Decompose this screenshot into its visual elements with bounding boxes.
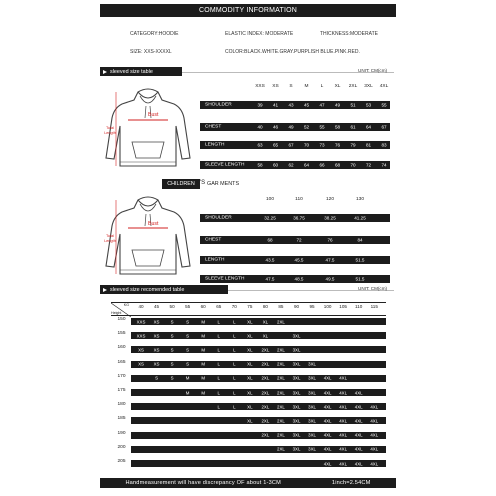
recommend-cell: XS <box>138 361 144 367</box>
recommend-cell: 4XL <box>354 404 363 410</box>
recommend-cell: L <box>217 333 220 339</box>
height-label: 170 <box>117 373 126 379</box>
recommend-row <box>131 389 386 396</box>
size-row-label: CHEST <box>205 237 222 243</box>
recommend-cell: 2XL <box>277 319 285 324</box>
recommend-cell: 4XL <box>370 432 379 438</box>
size-cell: 68 <box>334 162 341 168</box>
recommend-row <box>131 332 386 339</box>
recommend-cell: XS <box>153 319 160 324</box>
size-cell: 64 <box>303 162 310 168</box>
recommend-cell: 4XL <box>339 375 348 381</box>
recommend-cell: 2XL <box>261 432 270 438</box>
size-cell: 47 <box>319 102 325 108</box>
recommend-cell: L <box>217 390 220 395</box>
recommend-cell: 3XL <box>292 375 301 381</box>
recommend-cell: M <box>201 361 206 367</box>
recommend-cell: 2XL <box>261 418 270 424</box>
recommend-cell: L <box>217 375 220 381</box>
recommend-row <box>131 403 386 410</box>
size-cell: 67 <box>288 142 294 148</box>
size-header-cell: 100 <box>265 197 275 202</box>
weight-header-cell: 55 <box>185 304 191 309</box>
recommend-cell: 3XL <box>292 404 301 410</box>
recommend-cell: 4XL <box>339 418 348 424</box>
recommend-cell: 3XL <box>308 361 316 367</box>
recommend-cell: XS <box>153 361 160 367</box>
size-cell: 58 <box>257 162 263 168</box>
recommend-cell: S <box>170 333 174 339</box>
height-label: 150 <box>117 317 126 322</box>
size-cell: 83 <box>381 142 387 148</box>
recommend-cell: L <box>233 375 236 381</box>
weight-header-cell: 95 <box>309 304 315 309</box>
recommend-cell: L <box>217 347 220 353</box>
corner-height-label: Height <box>111 311 122 315</box>
recommend-cell: L <box>233 347 236 353</box>
size-cell: 60 <box>272 162 279 168</box>
category-label: CATEGORY:HOODIE <box>130 31 179 37</box>
recommend-cell: 3XL <box>292 347 301 353</box>
elastic-index-label: ELASTIC INDEX: MODERATE <box>225 31 294 37</box>
size-cell: 72 <box>296 237 302 243</box>
height-label: 205 <box>117 459 126 464</box>
weight-header-cell: 50 <box>169 304 175 309</box>
size-cell: 36.75 <box>293 215 305 221</box>
recommend-cell: 3XL <box>292 418 301 424</box>
size-row-label: CHEST <box>205 124 222 130</box>
height-label: 155 <box>117 331 126 337</box>
size-cell: 43 <box>288 102 294 108</box>
weight-header-cell: 85 <box>278 304 284 309</box>
recommend-cell: XS <box>153 333 160 339</box>
recommend-cell: XL <box>247 390 253 395</box>
recommend-cell: 4XL <box>354 390 363 395</box>
height-label: 165 <box>117 359 126 365</box>
recommend-cell: S <box>170 361 174 367</box>
size-row-label: SLEEVE LENGTH <box>205 162 245 168</box>
recommend-cell: XXS <box>136 319 146 324</box>
recommend-cell: 4XL <box>323 461 332 466</box>
size-cell: 38.25 <box>324 215 336 221</box>
recommend-cell: S <box>170 347 174 353</box>
recommend-cell: M <box>185 390 190 395</box>
size-row-label: LENGTH <box>205 142 225 148</box>
weight-header-cell: 45 <box>153 304 160 309</box>
recommend-cell: 4XL <box>370 446 379 452</box>
size-cell: 39 <box>257 102 263 108</box>
recommend-cell: 4XL <box>339 461 348 466</box>
recommend-cell: S <box>170 375 174 381</box>
size-row-label: SLEEVE LENGTH <box>205 276 245 282</box>
recommend-cell: 3XL <box>292 432 301 438</box>
size-cell: 52 <box>303 124 310 130</box>
size-cell: 76 <box>334 142 341 148</box>
size-cell: 32.25 <box>264 215 276 221</box>
recommend-cell: 3XL <box>292 361 301 367</box>
size-cell: 40 <box>257 124 263 130</box>
height-label: 190 <box>117 430 126 436</box>
recommend-cell: 4XL <box>323 375 332 381</box>
recommend-cell: 2XL <box>277 347 285 353</box>
recommend-cell: M <box>201 319 206 324</box>
size-cell: 70 <box>350 162 356 168</box>
recommend-cell: XL <box>247 404 253 410</box>
recommend-cell: 2XL <box>261 375 270 381</box>
size-header-cell: M <box>304 84 309 89</box>
recommend-cell: L <box>217 404 220 410</box>
recommend-cell: XL <box>247 333 253 339</box>
size-cell: 81 <box>365 142 372 148</box>
recommend-row <box>131 346 386 353</box>
size-cell: 48.5 <box>294 276 304 282</box>
recommend-cell: XL <box>247 418 253 424</box>
size-cell: 51 <box>350 102 356 108</box>
recommend-cell: S <box>186 319 190 324</box>
recommend-cell: 4XL <box>323 404 332 410</box>
recommend-cell: 2XL <box>277 446 285 452</box>
size-cell: 55 <box>381 102 387 108</box>
recommend-row <box>131 318 386 325</box>
size-cell: 68 <box>267 237 273 243</box>
size-header-cell: 2XL <box>348 84 358 89</box>
recommend-cell: L <box>233 404 236 410</box>
footer-conversion-note: 1inch=2.54CM <box>331 480 371 486</box>
recommend-cell: 3XL <box>308 375 316 381</box>
recommend-cell: M <box>201 375 206 381</box>
height-label: 185 <box>117 416 126 422</box>
size-header-cell: 3XL <box>364 84 373 89</box>
size-header-cell: 120 <box>325 197 335 202</box>
recommend-cell: 4XL <box>323 390 332 395</box>
thickness-label: THICKNESS:MODERATE <box>320 31 378 37</box>
recommend-cell: 3XL <box>308 432 316 438</box>
recommend-cell: 4XL <box>323 432 332 438</box>
size-header-cell: XXS <box>255 84 265 89</box>
weight-header-cell: 115 <box>370 304 378 309</box>
recommend-cell: 4XL <box>339 404 348 410</box>
size-cell: 49 <box>334 102 341 108</box>
size-cell: 65 <box>272 142 279 148</box>
total-length-label: Total Length <box>104 126 116 135</box>
recommend-cell: 2XL <box>261 361 270 367</box>
recommend-cell: 2XL <box>277 390 285 395</box>
weight-header-cell: 105 <box>339 304 347 309</box>
recommend-cell: 4XL <box>339 432 348 438</box>
weight-header-cell: 60 <box>200 304 206 309</box>
children-title-mark: 'S <box>200 180 206 186</box>
size-cell: 43.5 <box>265 257 275 263</box>
size-row-label: SHOULDER <box>205 215 232 221</box>
size-header-cell: S <box>289 84 293 89</box>
recommend-cell: 4XL <box>339 390 348 395</box>
recommend-cell: 2XL <box>261 347 270 353</box>
recommend-cell: XL <box>247 375 253 381</box>
size-cell: 55 <box>319 124 325 130</box>
weight-header-cell: 40 <box>138 304 144 309</box>
size-cell: 41.25 <box>354 215 366 221</box>
recommend-row <box>131 361 386 368</box>
size-header-cell: 110 <box>295 197 303 202</box>
recommend-cell: M <box>201 347 206 353</box>
recommend-row <box>131 375 386 382</box>
size-cell: 49.5 <box>325 276 335 282</box>
height-label: 180 <box>117 402 126 408</box>
recommend-cell: 3XL <box>292 446 301 452</box>
recommend-cell: S <box>186 347 190 353</box>
recommend-cell: 4XL <box>354 418 363 424</box>
height-label: 175 <box>117 388 126 393</box>
recommend-cell: 4XL <box>354 432 363 438</box>
recommend-cell: 3XL <box>308 404 316 410</box>
size-row-label: SHOULDER <box>205 102 232 108</box>
recommend-cell: XL <box>247 361 253 367</box>
height-label: 160 <box>117 345 126 351</box>
size-cell: 84 <box>357 237 363 243</box>
size-cell: 70 <box>303 142 310 148</box>
size-cell: 63 <box>257 142 263 148</box>
recommend-cell: 2XL <box>277 404 285 410</box>
size-cell: 67 <box>381 124 387 130</box>
weight-header-cell: 65 <box>216 304 222 309</box>
recommend-cell: M <box>185 375 190 381</box>
weight-header-cell: 110 <box>355 304 363 309</box>
recommend-cell: XS <box>153 347 160 353</box>
recommend-cell: 2XL <box>261 390 270 395</box>
recommend-cell: 2XL <box>277 361 285 367</box>
footer-measurement-note: Handmeasurement will have discrepancy OF about 1-3CM <box>125 480 282 486</box>
color-options-label: COLOR:BLACK.WHITE.GRAY.PURPLISH BLUE.PINK.RED. <box>225 49 360 55</box>
size-cell: 51.5 <box>355 257 365 263</box>
size-cell: 64 <box>365 124 372 130</box>
recommend-cell: S <box>170 319 174 324</box>
recommend-row <box>131 417 386 424</box>
recommend-cell: 4XL <box>354 446 363 452</box>
weight-header-cell: 90 <box>293 304 300 309</box>
recommend-cell: L <box>233 333 236 339</box>
recommend-cell: XL <box>247 319 253 324</box>
commodity-information-title: COMMODITY INFORMATION <box>100 4 396 17</box>
size-cell: 79 <box>350 142 356 148</box>
adult-unit-label: UNIT: CM(cm) <box>358 68 388 73</box>
recommend-cell: 4XL <box>323 446 332 452</box>
recommend-cell: 2XL <box>261 404 270 410</box>
recommended-size-table-tag-text: sleeved size recomended table <box>110 286 185 293</box>
recommend-cell: XS <box>138 347 144 353</box>
size-cell: 53 <box>365 102 372 108</box>
size-header-cell: XS <box>272 84 279 89</box>
children-title-left: CHILDREN <box>167 181 195 187</box>
children-bust-label: Bust <box>148 221 159 227</box>
recommend-row <box>131 446 386 453</box>
recommend-cell: 4XL <box>354 461 363 466</box>
recommend-cell: 2XL <box>277 432 285 438</box>
weight-header-cell: 80 <box>262 304 268 309</box>
recommend-cell: 3XL <box>292 333 301 339</box>
recommend-cell: 2XL <box>277 375 285 381</box>
recommend-row <box>131 432 386 439</box>
recommend-cell: L <box>233 390 236 395</box>
recommend-cell: 4XL <box>370 404 379 410</box>
size-cell: 61 <box>350 124 356 130</box>
sleeved-size-table-tag-text: sleeved size table <box>110 68 153 75</box>
size-cell: 47.5 <box>325 257 335 263</box>
height-label: 200 <box>117 444 126 450</box>
size-cell: 45.5 <box>294 257 304 263</box>
recommend-cell: M <box>201 333 206 339</box>
recommend-cell: S <box>186 333 190 339</box>
size-cell: 45 <box>303 102 310 108</box>
recommend-cell: 4XL <box>323 418 332 424</box>
size-header-cell: XL <box>334 84 341 89</box>
size-cell: 74 <box>381 162 387 168</box>
size-row-label: LENGTH <box>205 257 225 263</box>
size-cell: 41 <box>272 102 279 108</box>
recommend-cell: XXS <box>136 333 146 339</box>
weight-header-cell: 75 <box>247 304 253 309</box>
bust-label: Bust <box>148 112 159 118</box>
size-cell: 73 <box>319 142 325 148</box>
size-cell: 51.5 <box>355 276 365 282</box>
recommend-cell: S <box>155 375 159 381</box>
corner-kg-label: KG <box>123 303 129 307</box>
recommend-cell: S <box>186 361 190 367</box>
size-cell: 47.5 <box>265 276 275 282</box>
size-cell: 46 <box>272 124 279 130</box>
recommend-cell: XL <box>247 347 253 353</box>
recommend-cell: 3XL <box>308 418 316 424</box>
weight-header-cell: 70 <box>231 304 237 309</box>
size-cell: 58 <box>334 124 341 130</box>
size-range-label: SIZE: XXS-XXXXL <box>130 49 172 55</box>
recommend-cell: L <box>233 361 236 367</box>
recommend-cell: XL <box>262 333 269 339</box>
recommend-cell: 3XL <box>308 446 316 452</box>
recommend-cell: 3XL <box>292 390 301 395</box>
weight-header-cell: 100 <box>323 304 332 309</box>
size-cell: 76 <box>327 237 333 243</box>
size-cell: 62 <box>288 162 294 168</box>
recommend-cell: L <box>217 319 220 324</box>
size-cell: 72 <box>365 162 372 168</box>
recommend-row <box>131 460 386 467</box>
size-header-cell: L <box>320 84 324 89</box>
recommend-cell: 4XL <box>339 446 348 452</box>
recommend-cell: L <box>217 361 220 367</box>
children-total-length-label: Total Length <box>104 234 116 243</box>
recommend-cell: XL <box>262 319 269 324</box>
size-cell: 49 <box>288 124 294 130</box>
size-cell: 66 <box>319 162 325 168</box>
footer-bar <box>100 478 396 488</box>
recommend-cell: 3XL <box>308 390 316 395</box>
recommend-cell: 2XL <box>277 418 285 424</box>
recommended-unit-label: UNIT: CM(cm) <box>358 286 388 291</box>
recommend-cell: L <box>233 319 236 324</box>
recommend-cell: 4XL <box>370 461 379 466</box>
recommend-cell: M <box>201 390 206 395</box>
recommend-cell: 4XL <box>370 418 379 424</box>
size-header-cell: 4XL <box>379 84 389 89</box>
size-header-cell: 130 <box>355 197 365 202</box>
children-title-right: GAR MENTS <box>207 181 240 187</box>
